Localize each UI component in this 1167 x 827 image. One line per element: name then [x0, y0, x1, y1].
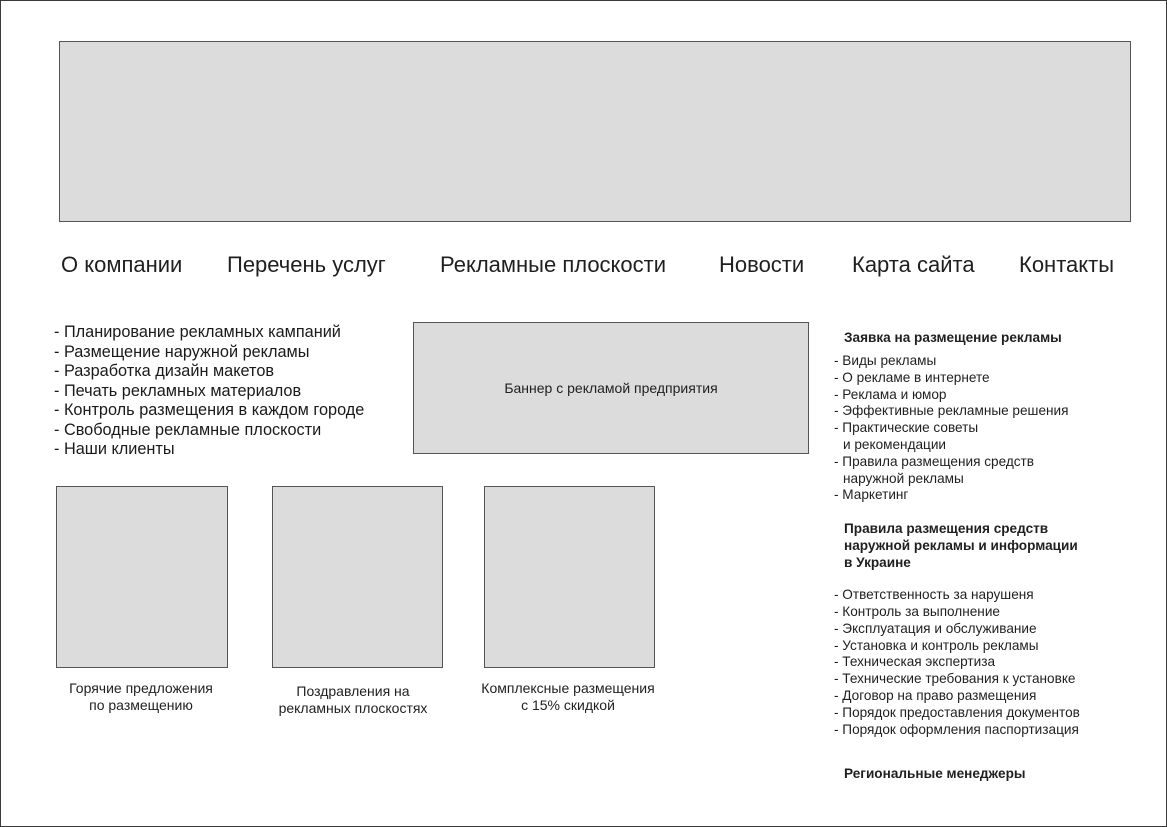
sidebar-heading-ukraine-rules[interactable] — [834, 520, 1134, 571]
sidebar-link-line: - Практические советы — [834, 420, 979, 436]
header-banner-placeholder — [59, 41, 1131, 222]
sidebar-link-line: и рекомендации — [843, 436, 947, 452]
nav-item-contacts[interactable]: Контакты — [1019, 252, 1115, 277]
sidebar-heading-regional-managers[interactable]: Региональные менеджеры — [844, 766, 1026, 782]
sidebar-link-execution-control[interactable]: - Контроль за выполнение — [834, 603, 1000, 619]
sidebar-link-line: наружной рекламы — [843, 470, 964, 486]
service-link-free-spaces[interactable]: - Свободные рекламные плоскости — [54, 420, 322, 439]
service-link-control[interactable]: - Контроль размещения в каждом городе — [54, 401, 365, 419]
card-caption-complex-placement[interactable] — [458, 680, 678, 714]
sidebar-link-certification[interactable]: - Порядок оформления паспортизация — [834, 721, 1079, 737]
service-link-planning[interactable]: - Планирование рекламных кампаний — [54, 323, 341, 341]
sidebar-link-ads-humor[interactable]: - Реклама и юмор — [834, 386, 947, 402]
sidebar-heading-line: Правила размещения средств — [844, 521, 1049, 537]
nav-item-news[interactable]: Новости — [719, 252, 805, 277]
sidebar-link-operation[interactable]: - Эксплуатация и обслуживание — [834, 620, 1037, 636]
card-caption-line: по размещению — [89, 697, 193, 713]
card-image-complex-placement[interactable] — [484, 486, 655, 668]
ad-banner[interactable] — [413, 322, 809, 454]
sidebar-link-line: - Правила размещения средств — [834, 453, 1035, 469]
service-link-design[interactable]: - Разработка дизайн макетов — [54, 362, 275, 380]
sidebar-link-expertise[interactable]: - Техническая экспертиза — [834, 654, 996, 670]
services-list — [54, 323, 364, 460]
ad-banner-label: Баннер с рекламой предприятия — [504, 380, 718, 396]
nav-item-about[interactable]: О компании — [61, 252, 183, 277]
sidebar-link-effective-solutions[interactable]: - Эффективные рекламные решения — [834, 403, 1069, 419]
sidebar-link-practical-tips[interactable] — [834, 420, 1134, 454]
service-link-outdoor[interactable]: - Размещение наружной рекламы — [54, 342, 310, 361]
sidebar-link-ad-types[interactable]: - Виды рекламы — [834, 353, 937, 368]
sidebar-heading-line: наружной рекламы и информации — [844, 538, 1078, 554]
sidebar-link-internet-ads[interactable]: - О рекламе в интернете — [834, 369, 990, 385]
sidebar-list-ad-info — [834, 353, 1134, 504]
card-caption-line: Горячие предложения — [69, 680, 213, 696]
right-sidebar — [834, 329, 1134, 782]
nav-item-ad-spaces[interactable]: Рекламные плоскости — [440, 252, 667, 277]
card-caption-greetings[interactable] — [253, 683, 453, 717]
sidebar-link-contract[interactable]: - Договор на право размещения — [834, 687, 1037, 703]
card-caption-line: с 15% скидкой — [521, 697, 615, 713]
service-link-clients[interactable]: - Наши клиенты — [54, 440, 175, 458]
nav-item-sitemap[interactable]: Карта сайта — [852, 252, 975, 277]
sidebar-link-documents[interactable]: - Порядок предоставления документов — [834, 704, 1080, 720]
card-image-hot-offers[interactable] — [56, 486, 228, 668]
sidebar-heading-ad-request[interactable]: Заявка на размещение рекламы — [844, 330, 1062, 345]
sidebar-link-installation[interactable]: - Установка и контроль рекламы — [834, 637, 1039, 653]
sidebar-list-rules — [834, 587, 1134, 738]
card-caption-line: Поздравления на — [296, 683, 410, 699]
card-caption-line: рекламных плоскостях — [278, 700, 428, 716]
card-image-greetings[interactable] — [272, 486, 443, 668]
card-caption-line: Комплексные размещения — [481, 680, 655, 696]
sidebar-link-placement-rules[interactable] — [834, 454, 1134, 488]
sidebar-link-tech-requirements[interactable]: - Технические требования к установке — [834, 671, 1076, 687]
main-nav — [0, 252, 1167, 282]
sidebar-link-marketing[interactable]: - Маркетинг — [834, 487, 909, 503]
sidebar-link-responsibility[interactable]: - Ответственность за нарушеня — [834, 587, 1034, 603]
card-caption-hot-offers[interactable] — [41, 680, 241, 714]
sidebar-heading-line: в Украине — [844, 555, 911, 571]
nav-item-services[interactable]: Перечень услуг — [227, 252, 386, 277]
service-link-printing[interactable]: - Печать рекламных материалов — [54, 381, 302, 400]
